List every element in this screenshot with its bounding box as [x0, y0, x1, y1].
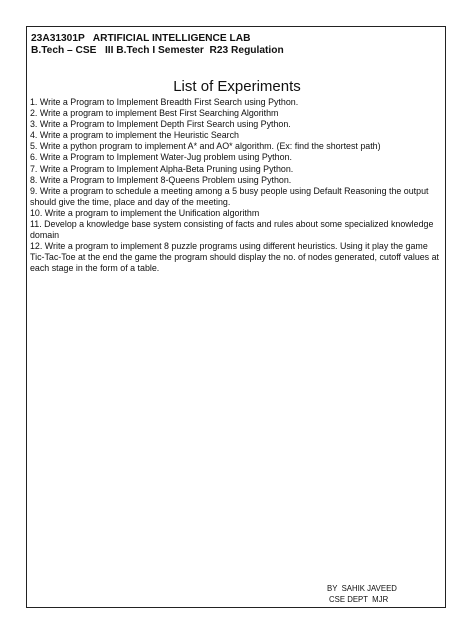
experiment-item-4: 4. Write a program to implement the Heuristic Search	[30, 130, 239, 141]
experiment-item-3: 3. Write a Program to Implement Depth First Search using Python.	[30, 119, 291, 130]
experiment-item-10: 10. Write a program to implement the Unification algorithm	[30, 207, 260, 218]
experiment-item-12: 12. Write a program to implement 8 puzzle programs using different heuristics. Using it play the game Tic-Tac-Toe at the end the game the program should display the no. of nodes generated, cutoff values at each stage in the form of a table.	[30, 241, 439, 274]
experiment-item-8: 8. Write a Program to Implement 8-Queens Problem using Python.	[30, 174, 292, 185]
experiment-item-6: 6. Write a Program to Implement Water-Jug problem using Python.	[30, 152, 292, 163]
experiment-item-11: 11. Develop a knowledge base system consisting of facts and rules about some specialized knowledge domain	[30, 219, 434, 241]
footer-signature	[327, 584, 397, 605]
experiment-item-1: 1. Write a Program to Implement Breadth First Search using Python.	[30, 97, 299, 107]
experiment-item-2: 2. Write a program to implement Best First Searching Algorithm	[30, 108, 279, 119]
program-semester-line: B.Tech – CSE III B.Tech I Semester R23 Regulation	[31, 44, 284, 56]
experiment-item-5: 5. Write a python program to implement A* and AO* algorithm. (Ex: find the shortest path)	[30, 141, 381, 152]
author-line: BY SAHIK JAVEED	[327, 584, 397, 593]
course-code-line: 23A31301P ARTIFICIAL INTELLIGENCE LAB	[31, 33, 251, 44]
document-header	[31, 33, 284, 56]
page-title: List of Experiments	[173, 78, 301, 95]
experiment-item-7: 7. Write a Program to Implement Alpha-Beta Pruning using Python.	[30, 163, 294, 174]
department-line: CSE DEPT MJR	[329, 594, 389, 604]
experiment-list	[30, 97, 442, 275]
experiment-item-9: 9. Write a program to schedule a meeting among a 5 busy people using Default Reasoning the output should give the time, place and day of the meeting.	[30, 185, 429, 207]
